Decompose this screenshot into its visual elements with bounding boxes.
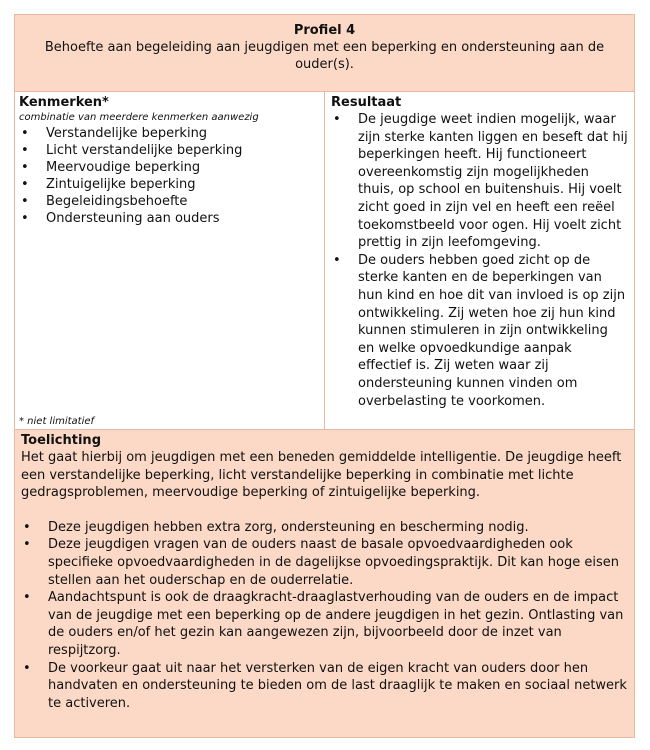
- resultaat-heading: Resultaat: [331, 95, 402, 110]
- list-item: • Meervoudige beperking: [19, 159, 320, 176]
- toelichting-cell: [15, 430, 634, 737]
- list-item: • De jeugdige weet indien mogelijk, waar zijn sterke kanten liggen en beseft dat hij beperkingen heeft. Hij functioneert overeenkomstig zijn mogelijkheden thuis, op school en buitenshuis. Hij voelt zicht goed in zijn vel en heeft een reëel toekomstbeeld voor ogen. Hij voelt zicht prettig in zijn leefomgeving.: [331, 111, 628, 252]
- list-item: • Zintuigelijke beperking: [19, 176, 320, 193]
- list-item: • De ouders hebben goed zicht op de sterke kanten en de beperkingen van hun kind en hoe dit van invloed is op zijn ontwikkeling. Zij weten hoe zij hun kind kunnen stimuleren in zijn ontwikkeling en welke opvoedkundige aanpak effectief is. Zij weten waar zij ondersteuning kunnen vinden om overbelasting te voorkomen.: [331, 252, 628, 410]
- list-item: • Verstandelijke beperking: [19, 125, 320, 142]
- kenmerken-subnote: combinatie van meerdere kenmerken aanwezig: [19, 112, 259, 123]
- kenmerken-list: [19, 125, 320, 227]
- resultaat-cell: [325, 92, 634, 429]
- kenmerken-footnote: * niet limitatief: [19, 416, 95, 427]
- profile-header: [15, 15, 634, 92]
- toelichting-list: [21, 519, 628, 713]
- profile-subtitle: Behoefte aan begeleiding aan jeugdigen met een beperking en ondersteuning aan de ouder(s).: [44, 40, 605, 72]
- list-item: • De voorkeur gaat uit naar het versterken van de eigen kracht van ouders door hen handvaten en ondersteuning te bieden om de last draaglijk te maken en sociaal netwerk te activeren.: [21, 660, 628, 713]
- list-item: • Deze jeugdigen hebben extra zorg, ondersteuning en bescherming nodig.: [21, 519, 628, 537]
- middle-row: [15, 92, 634, 430]
- toelichting-heading: Toelichting: [21, 433, 101, 448]
- toelichting-intro: Het gaat hierbij om jeugdigen met een beneden gemiddelde intelligentie. De jeugdige heeft een verstandelijke beperking, licht verstandelijke beperking in combinatie met lichte gedragsproblemen, meervoudige beperking of zintuigelijke beperking.: [21, 450, 622, 501]
- profile-table: [14, 14, 635, 738]
- list-item: • Ondersteuning aan ouders: [19, 210, 320, 227]
- kenmerken-cell: [15, 92, 325, 429]
- list-item: • Aandachtspunt is ook de draagkracht-draaglastverhouding van de ouders en de impact van de jeugdige met een beperking op de andere jeugdigen in het gezin. Ontlasting van de ouders en/of het gezin kan aangewezen zijn, bijvoorbeeld door de inzet van respijtzorg.: [21, 589, 628, 659]
- resultaat-list: [331, 111, 628, 410]
- kenmerken-heading: Kenmerken*: [19, 95, 109, 110]
- list-item: • Deze jeugdigen vragen van de ouders naast de basale opvoedvaardigheden ook specifieke opvoedvaardigheden in de dagelijkse opvoedingspraktijk. Dit kan hoge eisen stellen aan het ouderschap en de ouderrelatie.: [21, 536, 628, 589]
- profile-title: Profiel 4: [293, 23, 356, 38]
- list-item: • Begeleidingsbehoefte: [19, 193, 320, 210]
- list-item: • Licht verstandelijke beperking: [19, 142, 320, 159]
